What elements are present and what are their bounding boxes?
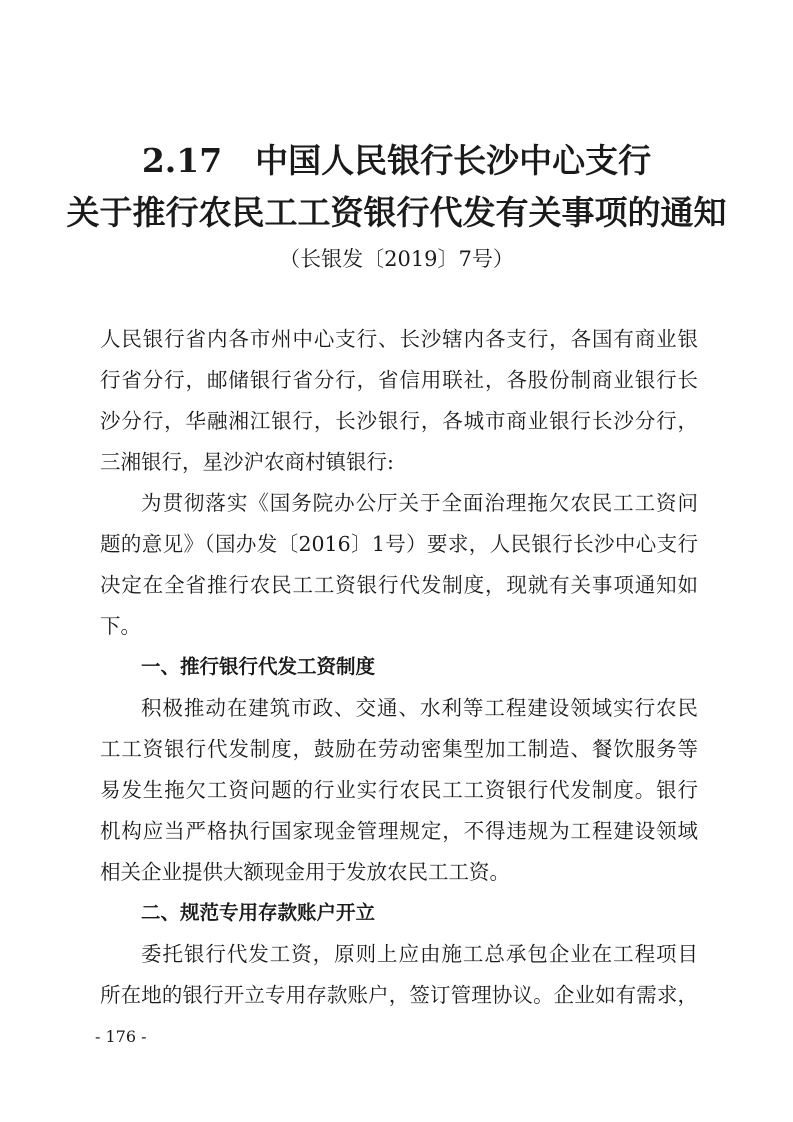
intro-line: 决定在全省推行农民工工资银行代发制度，现就有关事项通知如 (100, 573, 698, 597)
intro-line: 题的意见》（国办发〔2016〕1号）要求，人民银行长沙中心支行 (100, 532, 698, 556)
salutation-line: 沙分行，华融湘江银行，长沙银行，各城市商业银行长沙分行， (100, 409, 698, 433)
section2-line: 委托银行代发工资，原则上应由施工总承包企业在工程项目 (141, 942, 698, 966)
section1-line: 积极推动在建筑市政、交通、水利等工程建设领域实行农民 (141, 696, 698, 720)
document-title-line-2: 关于推行农民工工资银行代发有关事项的通知 (66, 193, 727, 232)
section1-line: 易发生拖欠工资问题的行业实行农民工工资银行代发制度。银行 (100, 778, 698, 802)
section-heading: 一、推行银行代发工资制度 (141, 655, 376, 678)
intro-line: 下。 (100, 614, 141, 638)
section1-line: 相关企业提供大额现金用于发放农民工工资。 (100, 860, 510, 884)
section2-line: 所在地的银行开立专用存款账户，签订管理协议。企业如有需求， (100, 983, 698, 1007)
document-number: （长银发〔2019〕7号） (279, 247, 514, 271)
section1-line: 工工资银行代发制度，鼓励在劳动密集型加工制造、餐饮服务等 (100, 737, 698, 761)
salutation-line: 人民银行省内各市州中心支行、长沙辖内各支行，各国有商业银 (100, 327, 698, 351)
salutation-line: 行省分行，邮储银行省分行，省信用联社，各股份制商业银行长 (100, 368, 698, 392)
page-number: - 176 - (95, 1027, 147, 1046)
salutation-line: 三湘银行，星沙沪农商村镇银行: (100, 450, 394, 474)
section-heading: 二、规范专用存款账户开立 (141, 901, 376, 924)
section1-line: 机构应当严格执行国家现金管理规定，不得违规为工程建设领域 (100, 819, 698, 843)
intro-line: 为贯彻落实《国务院办公厅关于全面治理拖欠农民工工资问 (141, 491, 698, 515)
document-title-line-1: 2.17 中国人民银行长沙中心支行 (141, 141, 652, 180)
